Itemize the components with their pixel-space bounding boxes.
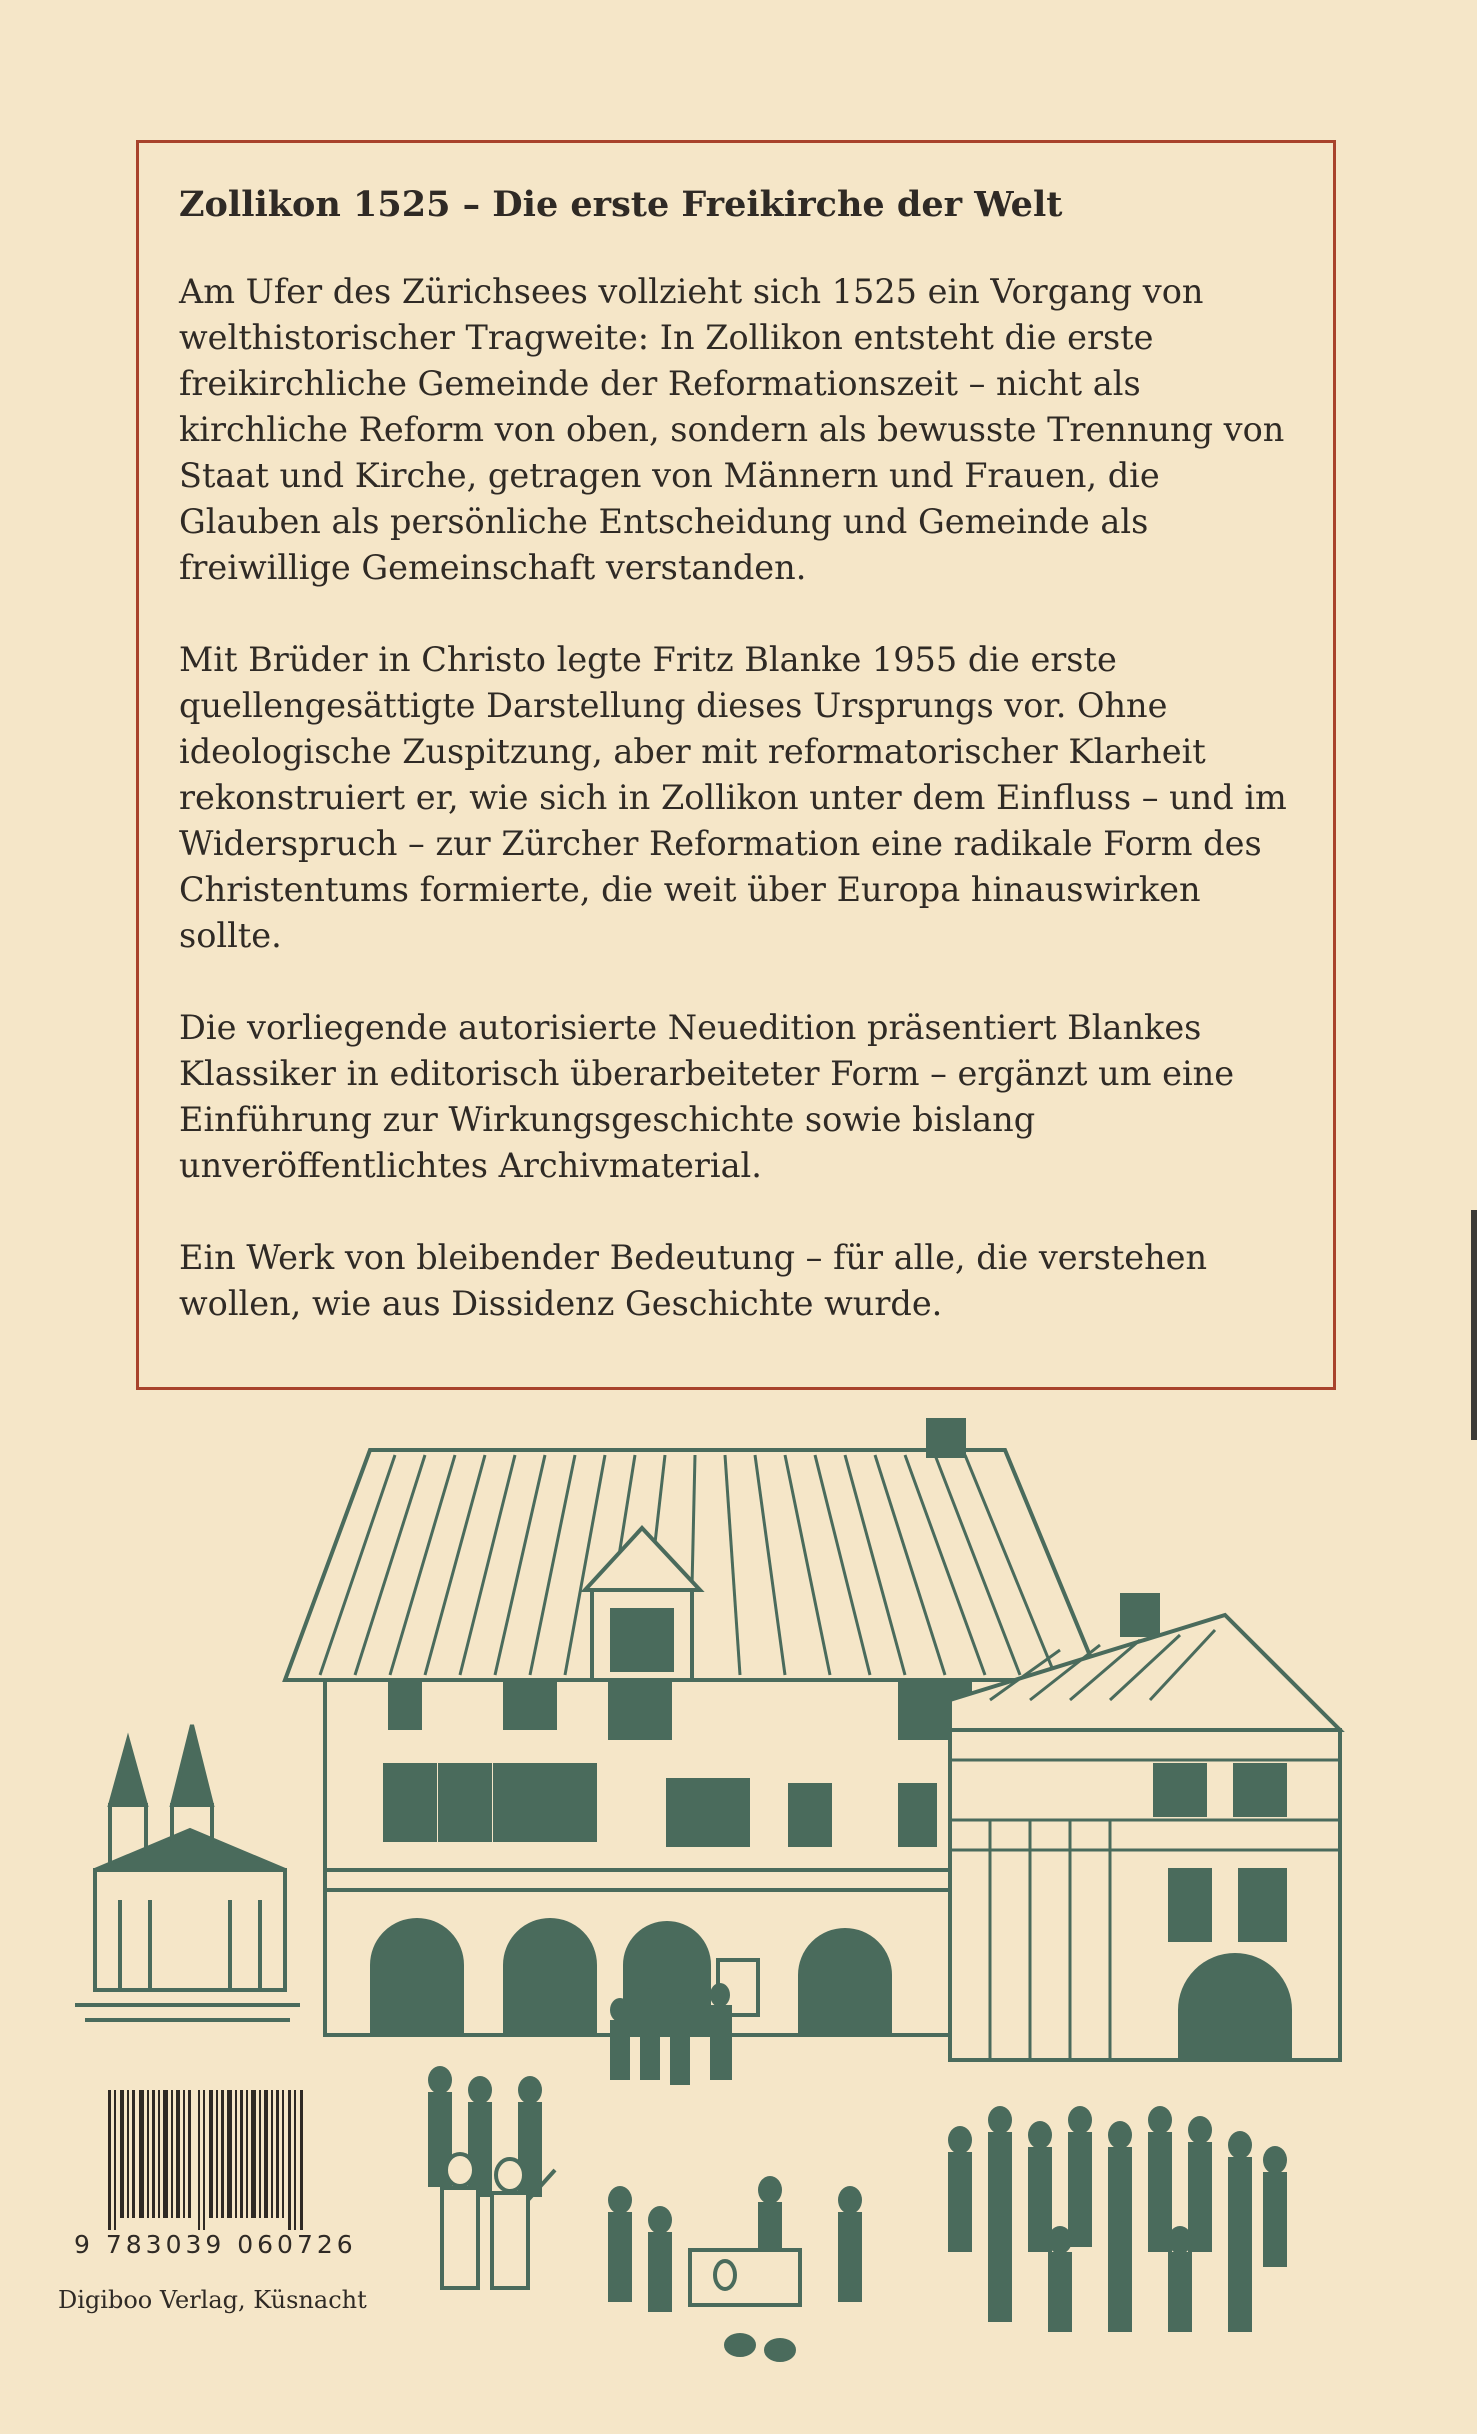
book-title: Zollikon 1525 – Die erste Freikirche der Welt (179, 184, 1063, 225)
blurb-frame (136, 140, 1336, 1390)
barcode-icon (108, 2090, 304, 2230)
blurb-paragraph-4: Ein Werk von bleibender Bedeutung – für alle, die verstehen wollen, wie aus Dissidenz Geschichte wurde. (179, 1238, 1208, 1323)
page-edge (1471, 1210, 1477, 1440)
town-square-illustration (0, 1400, 1477, 2434)
isbn-number: 9 783039 060726 (70, 2230, 361, 2259)
blurb-paragraph-3: Die vorliegende autorisierte Neuedition präsentiert Blankes Klassiker in editorisch überarbeiteter Form – ergänzt um eine Einführung zur Wirkungsgeschichte sowie bislang unveröffentlichtes Archivmaterial. (179, 1008, 1235, 1185)
blurb-paragraph-2: Mit Brüder in Christo legte Fritz Blanke 1955 die erste quellengesättigte Darstellung dieses Ursprungs vor. Ohne ideologische Zuspitzung, aber mit reformatorischer Klarheit rekonstruiert er, wie sich in Zollikon unter dem Einfluss – und im Widerspruch – zur Zürcher Reformation eine radikale Form des Christentums formierte, die weit über Europa hinauswirken sollte. (179, 640, 1287, 955)
blurb-paragraph-1: Am Ufer des Zürichsees vollzieht sich 1525 ein Vorgang von welthistorischer Tragweite: In Zollikon entsteht die erste freikirchliche Gemeinde der Reformationszeit – nicht als kirchliche Reform von oben, sondern als bewusste Trennung von Staat und Kirche, getragen von Männern und Frauen, die Glauben als persönliche Entscheidung und Gemeinde als freiwillige Gemeinschaft verstanden. (179, 272, 1285, 587)
publisher-name: Digiboo Verlag, Küsnacht (58, 2286, 367, 2314)
church-icon (75, 1725, 300, 2020)
